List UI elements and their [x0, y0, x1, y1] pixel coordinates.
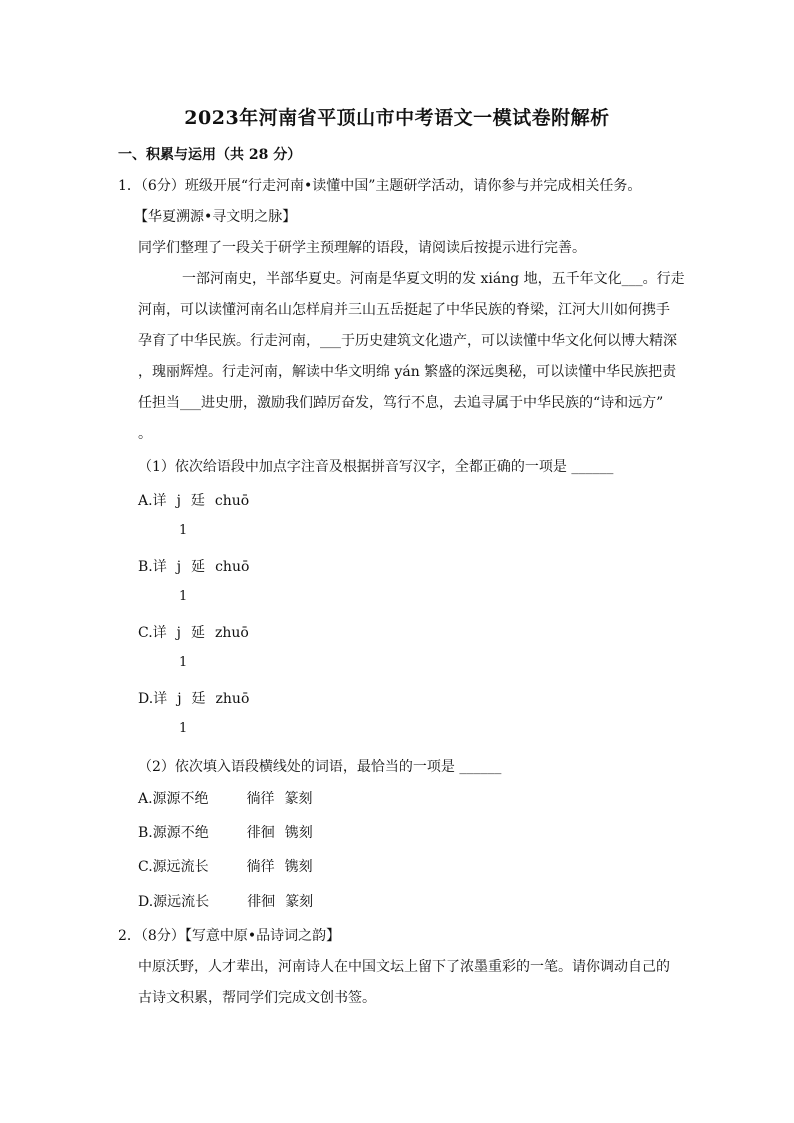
- option-d-note: 1: [179, 721, 188, 736]
- passage-line: ，瑰丽辉煌。行走河南，解读中华文明绵 yán 繁盛的深远奥秘，可以读懂中华民族把责: [138, 364, 677, 380]
- question-1-stem: 1．（6分）班级开展“行走河南•读懂中国”主题研学活动，请你参与并完成相关任务。: [118, 178, 642, 194]
- option-a: A.源源不绝 徜徉 篆刻: [138, 791, 313, 807]
- option-a: A.详 j 廷 chuō: [138, 493, 250, 509]
- passage-line: 河南，可以读懂河南名山怎样肩并三山五岳挺起了中华民族的脊梁，江河大川如何携手: [138, 302, 670, 318]
- option-b-note: 1: [179, 589, 188, 604]
- option-a-note: 1: [179, 523, 188, 538]
- section-heading: 一、积累与运用（共 28 分）: [118, 147, 302, 163]
- option-b: B.详 j 延 chuō: [138, 559, 250, 575]
- option-c: C.详 j 延 zhuō: [138, 625, 249, 641]
- option-c: C.源远流长 徜徉 镌刻: [138, 859, 313, 875]
- sub-question-2-prompt: （2）依次填入语段横线处的词语，最恰当的一项是 ______: [138, 759, 502, 775]
- passage-line: 孕育了中华民族。行走河南，___于历史建筑文化遗产，可以读懂中华文化何以博大精深: [138, 333, 677, 349]
- option-d: D.源远流长 徘徊 篆刻: [138, 894, 314, 910]
- question-2-line: 古诗文积累，帮同学们完成文创书签。: [138, 990, 376, 1006]
- passage-line: 任担当___进史册，激励我们踔厉奋发，笃行不息，去追寻属于中华民族的“诗和远方”: [138, 395, 664, 411]
- option-c-note: 1: [179, 655, 188, 670]
- option-d: D.详 j 廷 zhuō: [138, 691, 250, 707]
- passage-line: 。: [138, 426, 152, 442]
- question-1-intro: 同学们整理了一段关于研学主预理解的语段，请阅读后按提示进行完善。: [138, 240, 586, 256]
- question-2-line: 中原沃野，人才辈出，河南诗人在中国文坛上留下了浓墨重彩的一笔。请你调动自己的: [138, 959, 670, 975]
- passage-line: 一部河南史，半部华夏史。河南是华夏文明的发 xiáng 地，五千年文化___。行走: [182, 271, 685, 287]
- question-2-stem: 2．（8分）【写意中原•品诗词之韵】: [118, 928, 341, 944]
- document-title: 2023年河南省平顶山市中考语文一模试卷附解析: [184, 107, 610, 129]
- sub-question-1-prompt: （1）依次给语段中加点字注音及根据拼音写汉字，全都正确的一项是 ______: [138, 459, 614, 475]
- option-b: B.源源不绝 徘徊 镌刻: [138, 825, 313, 841]
- question-1-tag: 【华夏溯源•寻文明之脉】: [134, 209, 297, 225]
